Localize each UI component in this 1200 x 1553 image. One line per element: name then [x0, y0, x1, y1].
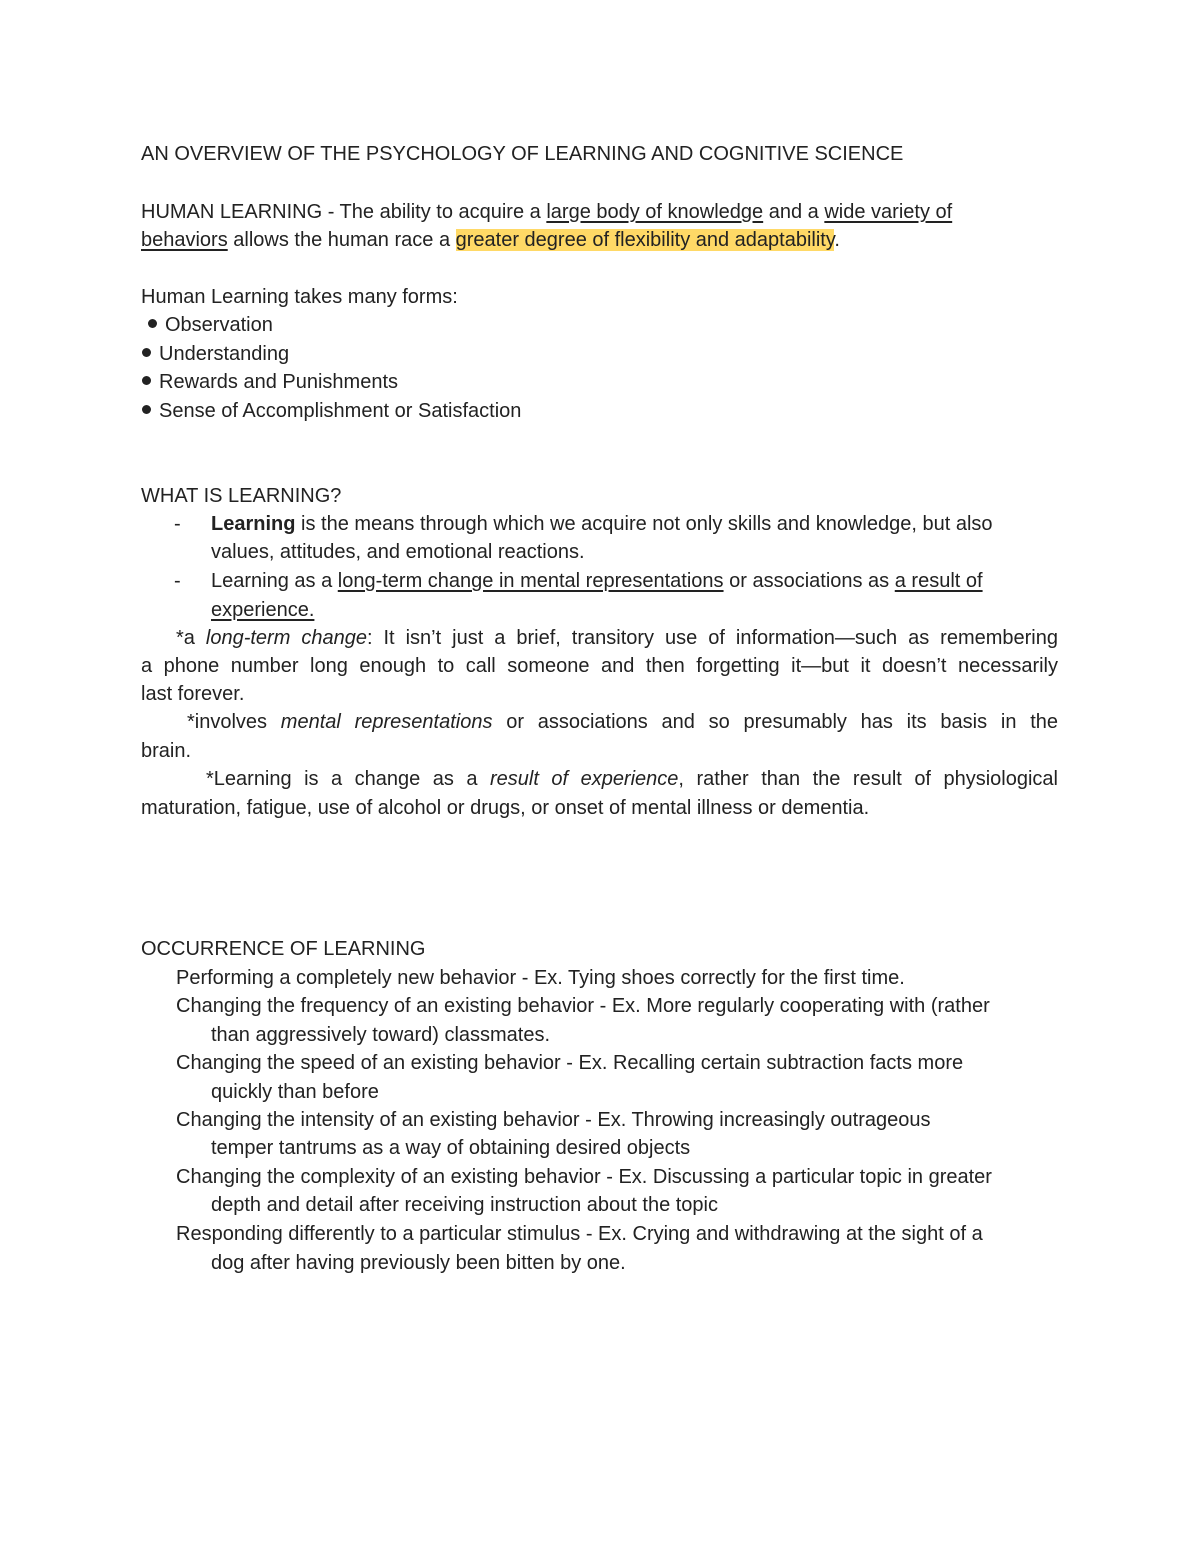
list-item: Observation	[148, 311, 1068, 339]
human-learning-paragraph-line1: HUMAN LEARNING - The ability to acquire a large body of knowledge and a wide variety of	[141, 201, 953, 223]
dash-marker: -	[174, 570, 181, 592]
occurrence-item-line1: Changing the complexity of an existing behavior - Ex. Discussing a particular topic in greater	[176, 1166, 992, 1188]
bullet-icon	[142, 348, 151, 357]
note2-line2: brain.	[141, 740, 192, 762]
bullet-icon	[142, 376, 151, 385]
occurrence-item-line1: Changing the intensity of an existing behavior - Ex. Throwing increasingly outrageous	[176, 1109, 931, 1131]
note3-line2: maturation, fatigue, use of alcohol or drugs, or onset of mental illness or dementia.	[141, 797, 870, 819]
definition-item2-line1: Learning as a long-term change in mental representations or associations as a result of	[211, 570, 983, 592]
bullet-icon	[148, 319, 157, 328]
note2-line1: *involves mental representations or associations and so presumably has its basis in the	[187, 711, 1058, 733]
note3-line1: *Learning is a change as a result of experience, rather than the result of physiological	[206, 768, 1058, 790]
human-learning-label: HUMAN LEARNING	[141, 201, 323, 223]
underlined-phrase: large body of knowledge	[546, 201, 764, 223]
occurrence-item-line2: temper tantrums as a way of obtaining desired objects	[211, 1137, 691, 1159]
bold-term: Learning	[211, 513, 296, 535]
definition-item1-line2: values, attitudes, and emotional reactions.	[211, 541, 585, 563]
occurrence-item-line1: Changing the speed of an existing behavior - Ex. Recalling certain subtraction facts more	[176, 1052, 964, 1074]
occurrence-item-line2: dog after having previously been bitten by one.	[211, 1252, 626, 1274]
occurrence-item-line1: Changing the frequency of an existing behavior - Ex. More regularly cooperating with (rather	[176, 995, 990, 1017]
bullet-icon	[142, 405, 151, 414]
dash-marker: -	[174, 513, 181, 535]
document-title: AN OVERVIEW OF THE PSYCHOLOGY OF LEARNING AND COGNITIVE SCIENCE	[141, 143, 904, 165]
note1-line1: *a long-term change: It isn’t just a brief, transitory use of information—such as remembering	[176, 627, 1058, 649]
underlined-phrase: wide variety of	[824, 201, 953, 223]
list-item: Understanding	[142, 340, 1062, 368]
human-learning-paragraph-line2: behaviors allows the human race a greater degree of flexibility and adaptability.	[141, 229, 840, 251]
section-heading-what-is-learning: WHAT IS LEARNING?	[141, 485, 342, 507]
definition-item1-line1: Learning is the means through which we acquire not only skills and knowledge, but also	[211, 513, 993, 535]
occurrence-item-line2: quickly than before	[211, 1081, 379, 1103]
list-item: Sense of Accomplishment or Satisfaction	[142, 397, 1062, 425]
occurrence-item-line2: than aggressively toward) classmates.	[211, 1024, 551, 1046]
definition-item2-line2	[211, 596, 1061, 624]
underlined-phrase: experience.	[211, 599, 315, 621]
underlined-phrase: a result of	[894, 570, 983, 592]
occurrence-item-line1: Performing a completely new behavior - Ex. Tying shoes correctly for the first time.	[176, 967, 905, 989]
section-heading-occurrence: OCCURRENCE OF LEARNING	[141, 938, 426, 960]
underlined-phrase: behaviors	[141, 229, 228, 251]
list-item: Rewards and Punishments	[142, 368, 1062, 396]
underlined-phrase: long-term change in mental representations	[337, 570, 724, 592]
highlighted-phrase: greater degree of flexibility and adaptability	[455, 229, 835, 251]
occurrence-item-line1: Responding differently to a particular stimulus - Ex. Crying and withdrawing at the sight of a	[176, 1223, 983, 1245]
note1-line2: a phone number long enough to call someone and then forgetting it—but it doesn’t necessarily	[141, 655, 1058, 677]
forms-intro: Human Learning takes many forms:	[141, 286, 458, 308]
occurrence-item-line2: depth and detail after receiving instruction about the topic	[211, 1194, 718, 1216]
note1-line3: last forever.	[141, 683, 245, 705]
